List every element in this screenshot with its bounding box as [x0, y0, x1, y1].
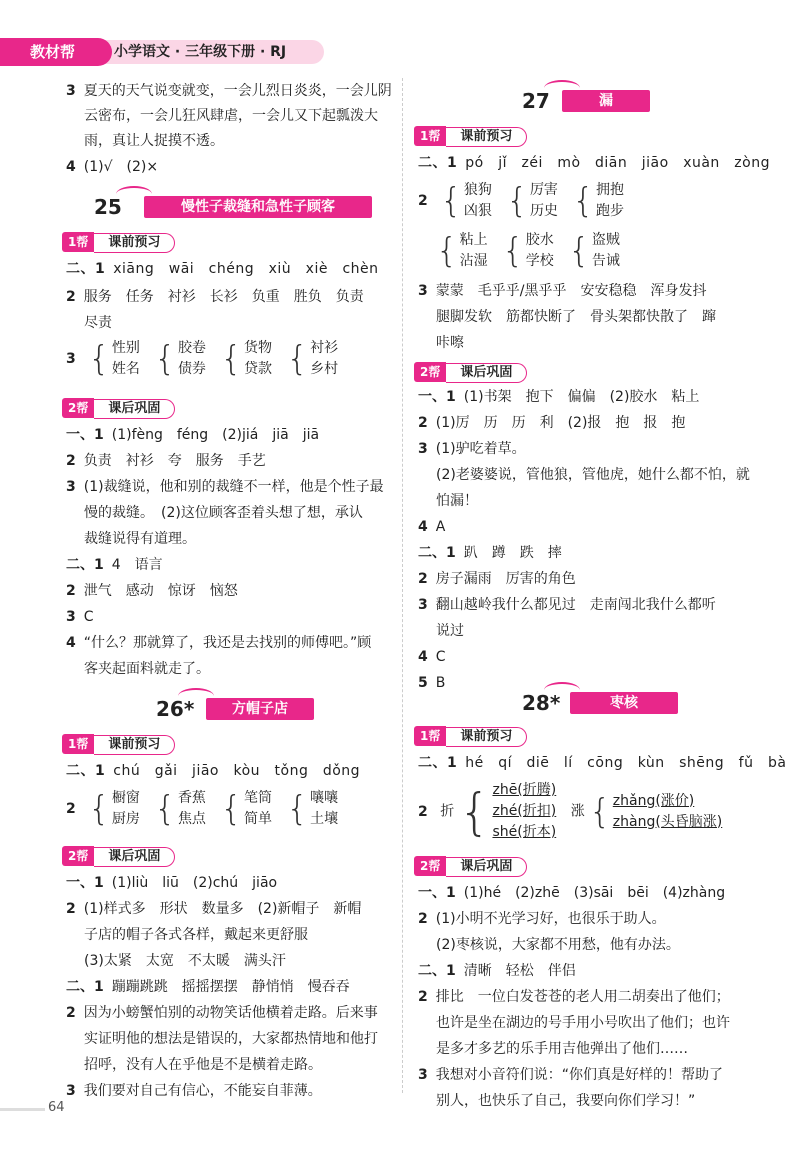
answer-line: 腿脚发软 筋都快断了 骨头架都快散了 蹿 [436, 309, 716, 325]
brace-group-line: 2 { 橱窗 厨房 { 香蕉 焦点 { 笔筒 简单 { 嚷嚷 土壤 [66, 789, 339, 829]
brace-group-line: 3 { 性别 姓名 { 胶卷 债券 { 货物 贷款 { 衬衫 乡村 [66, 339, 339, 379]
answer-line: 招呼，没有人在乎他是不是横着走路。 [84, 1057, 322, 1073]
answer-line: 实证明他的想法是错误的，大家都热情地和他打 [84, 1031, 378, 1047]
answer-line: 2 因为小螃蟹怕别的动物笑话他横着走路。后来事 [66, 1005, 378, 1021]
answer-line: 3 (1)裁缝说，他和别的裁缝不一样，他是个性子最 [66, 479, 384, 495]
header-subtitle: 小学语文 · 三年级下册 · RJ [100, 40, 324, 64]
post-study-badge: 2帮 课后巩固 [414, 856, 527, 876]
answer-line: 尽责 [84, 315, 112, 331]
answer-line: 裁缝说得有道理。 [84, 531, 196, 547]
answer-line: (2)枣核说，大家都不用愁，他有办法。 [436, 937, 680, 953]
answer-line: 二、1 chú gǎi jiāo kòu tǒng dǒng [66, 763, 361, 779]
answer-line: 二、1 清晰 轻松 伴侣 [418, 963, 576, 979]
lesson-number: 27 [522, 89, 550, 113]
answer-line: 怕漏！ [436, 493, 478, 509]
lesson-title: 枣核 [570, 692, 678, 714]
answer-line: 二、1 pó jǐ zéi mò diān jiāo xuàn zòng [418, 155, 770, 171]
answer-line: 2 排比 一位白发苍苍的老人用二胡奏出了他们； [418, 989, 730, 1005]
answer-line: (2)老婆婆说，管他狼，管他虎，她什么都不怕，就 [436, 467, 750, 483]
answer-line: 3 蒙蒙 毛乎乎/黑乎乎 安安稳稳 浑身发抖 [418, 283, 707, 299]
answer-line: 3 我们要对自己有信心，不能妄自菲薄。 [66, 1083, 322, 1099]
answer-line: 客夹起面料就走了。 [84, 661, 210, 677]
lesson-title: 漏 [562, 90, 650, 112]
answer-line: 二、1 hé qí diē lí cōng kùn shēng fǔ bà [418, 755, 787, 771]
brace-group-line: 2 { 狼狗 凶狠 { 厉害 历史 { 拥抱 跑步 [418, 181, 625, 221]
page-bar [0, 1108, 45, 1111]
polyphone-line: 2 折 { zhē(折腾) zhé(折扣) shé(折本) 涨 { zhǎng(涨价) zhàng(头昏脑涨) [418, 782, 723, 841]
answer-line: 2 负责 衬衫 夸 服务 手艺 [66, 453, 266, 469]
answer-line: 2 泄气 感动 惊讶 恼怒 [66, 583, 238, 599]
answer-line: 2 (1)样式多 形状 数量多 (2)新帽子 新帽 [66, 901, 362, 917]
page-number: 64 [48, 1100, 65, 1115]
pre-study-badge: 1帮 课前预习 [62, 232, 175, 252]
lesson-title: 慢性子裁缝和急性子顾客 [144, 196, 372, 218]
answer-line: 说过 [436, 623, 464, 639]
column-divider [402, 78, 403, 1093]
answer-line: 一、1 (1)liù liū (2)chú jiāo [66, 875, 278, 891]
lesson-number: 26* [156, 697, 195, 721]
answer-line: 是多才多艺的乐手用吉他弹出了他们…… [436, 1041, 688, 1057]
answer-line: 3 翻山越岭我什么都见过 走南闯北我什么都听 [418, 597, 716, 613]
brace-group-line: { 粘上 沾湿 { 胶水 学校 { 盗贼 告诫 [436, 231, 620, 271]
answer-line: 2 服务 任务 衬衫 长衫 负重 胜负 负责 [66, 289, 364, 305]
answer-line: 一、1 (1)fèng féng (2)jiá jiā jiā [66, 427, 320, 443]
answer-line: 一、1 (1)hé (2)zhē (3)sāi bēi (4)zhàng [418, 885, 726, 901]
answer-line: 4 (1)√ (2)× [66, 159, 159, 175]
answer-line: 5 B [418, 675, 446, 691]
lesson-28-title [522, 688, 722, 718]
page-header [0, 38, 800, 68]
pre-study-badge: 1帮 课前预习 [62, 734, 175, 754]
answer-line: 雨，真让人捉摸不透。 [84, 133, 224, 149]
answer-line: 子店的帽子各式各样，戴起来更舒服 [84, 927, 308, 943]
answer-line: 2 (1)小明不光学习好，也很乐于助人。 [418, 911, 666, 927]
answer-line: 咔嚓 [436, 335, 464, 351]
answer-line: 3 夏天的天气说变就变，一会儿烈日炎炎，一会儿阴 [66, 83, 392, 99]
post-study-badge: 2帮 课后巩固 [62, 846, 175, 866]
lesson-title: 方帽子店 [206, 698, 314, 720]
answer-line: 慢的裁缝。 (2)这位顾客歪着头想了想，承认 [84, 505, 363, 521]
post-study-badge: 2帮 课后巩固 [62, 398, 175, 418]
answer-line: 二、1 趴 蹲 跌 摔 [418, 545, 562, 561]
answer-line: 二、1 蹦蹦跳跳 摇摇摆摆 静悄悄 慢吞吞 [66, 979, 350, 995]
answer-line: 3 (1)驴吃着草。 [418, 441, 526, 457]
answer-line: 4 A [418, 519, 446, 535]
answer-line: 云密布，一会儿狂风肆虐，一会儿又下起瓢泼大 [84, 108, 378, 124]
answer-line: 二、1 4 语言 [66, 557, 163, 573]
answer-line: 2 房子漏雨 厉害的角色 [418, 571, 576, 587]
answer-line: (3)太紧 太宽 不太暖 满头汗 [84, 953, 286, 969]
lesson-number: 28* [522, 691, 561, 715]
answer-line: 3 我想对小音符们说：“你们真是好样的！帮助了 [418, 1067, 724, 1083]
pre-study-badge: 1帮 课前预习 [414, 726, 527, 746]
pre-study-badge: 1帮 课前预习 [414, 126, 527, 146]
answer-line: 也许是坐在湖边的号手用小号吹出了他们；也许 [436, 1015, 730, 1031]
lesson-27-title [522, 86, 722, 116]
header-tag: 教材帮 [0, 38, 112, 66]
answer-line: 2 (1)厉 历 历 利 (2)报 抱 报 抱 [418, 415, 686, 431]
answer-line: 3 C [66, 609, 94, 625]
answer-line: 二、1 xiāng wāi chéng xiù xiè chèn [66, 261, 379, 277]
answer-line: 一、1 (1)书架 抱下 偏偏 (2)胶水 粘上 [418, 389, 700, 405]
post-study-badge: 2帮 课后巩固 [414, 362, 527, 382]
answer-line: 4 “什么？那就算了，我还是去找别的师傅吧。”顾 [66, 635, 372, 651]
lesson-26-title [156, 694, 356, 724]
lesson-25-title [94, 192, 394, 222]
lesson-number: 25 [94, 195, 122, 219]
answer-line: 别人，也快乐了自己，我要向你们学习！” [436, 1093, 696, 1109]
answer-line: 4 C [418, 649, 446, 665]
